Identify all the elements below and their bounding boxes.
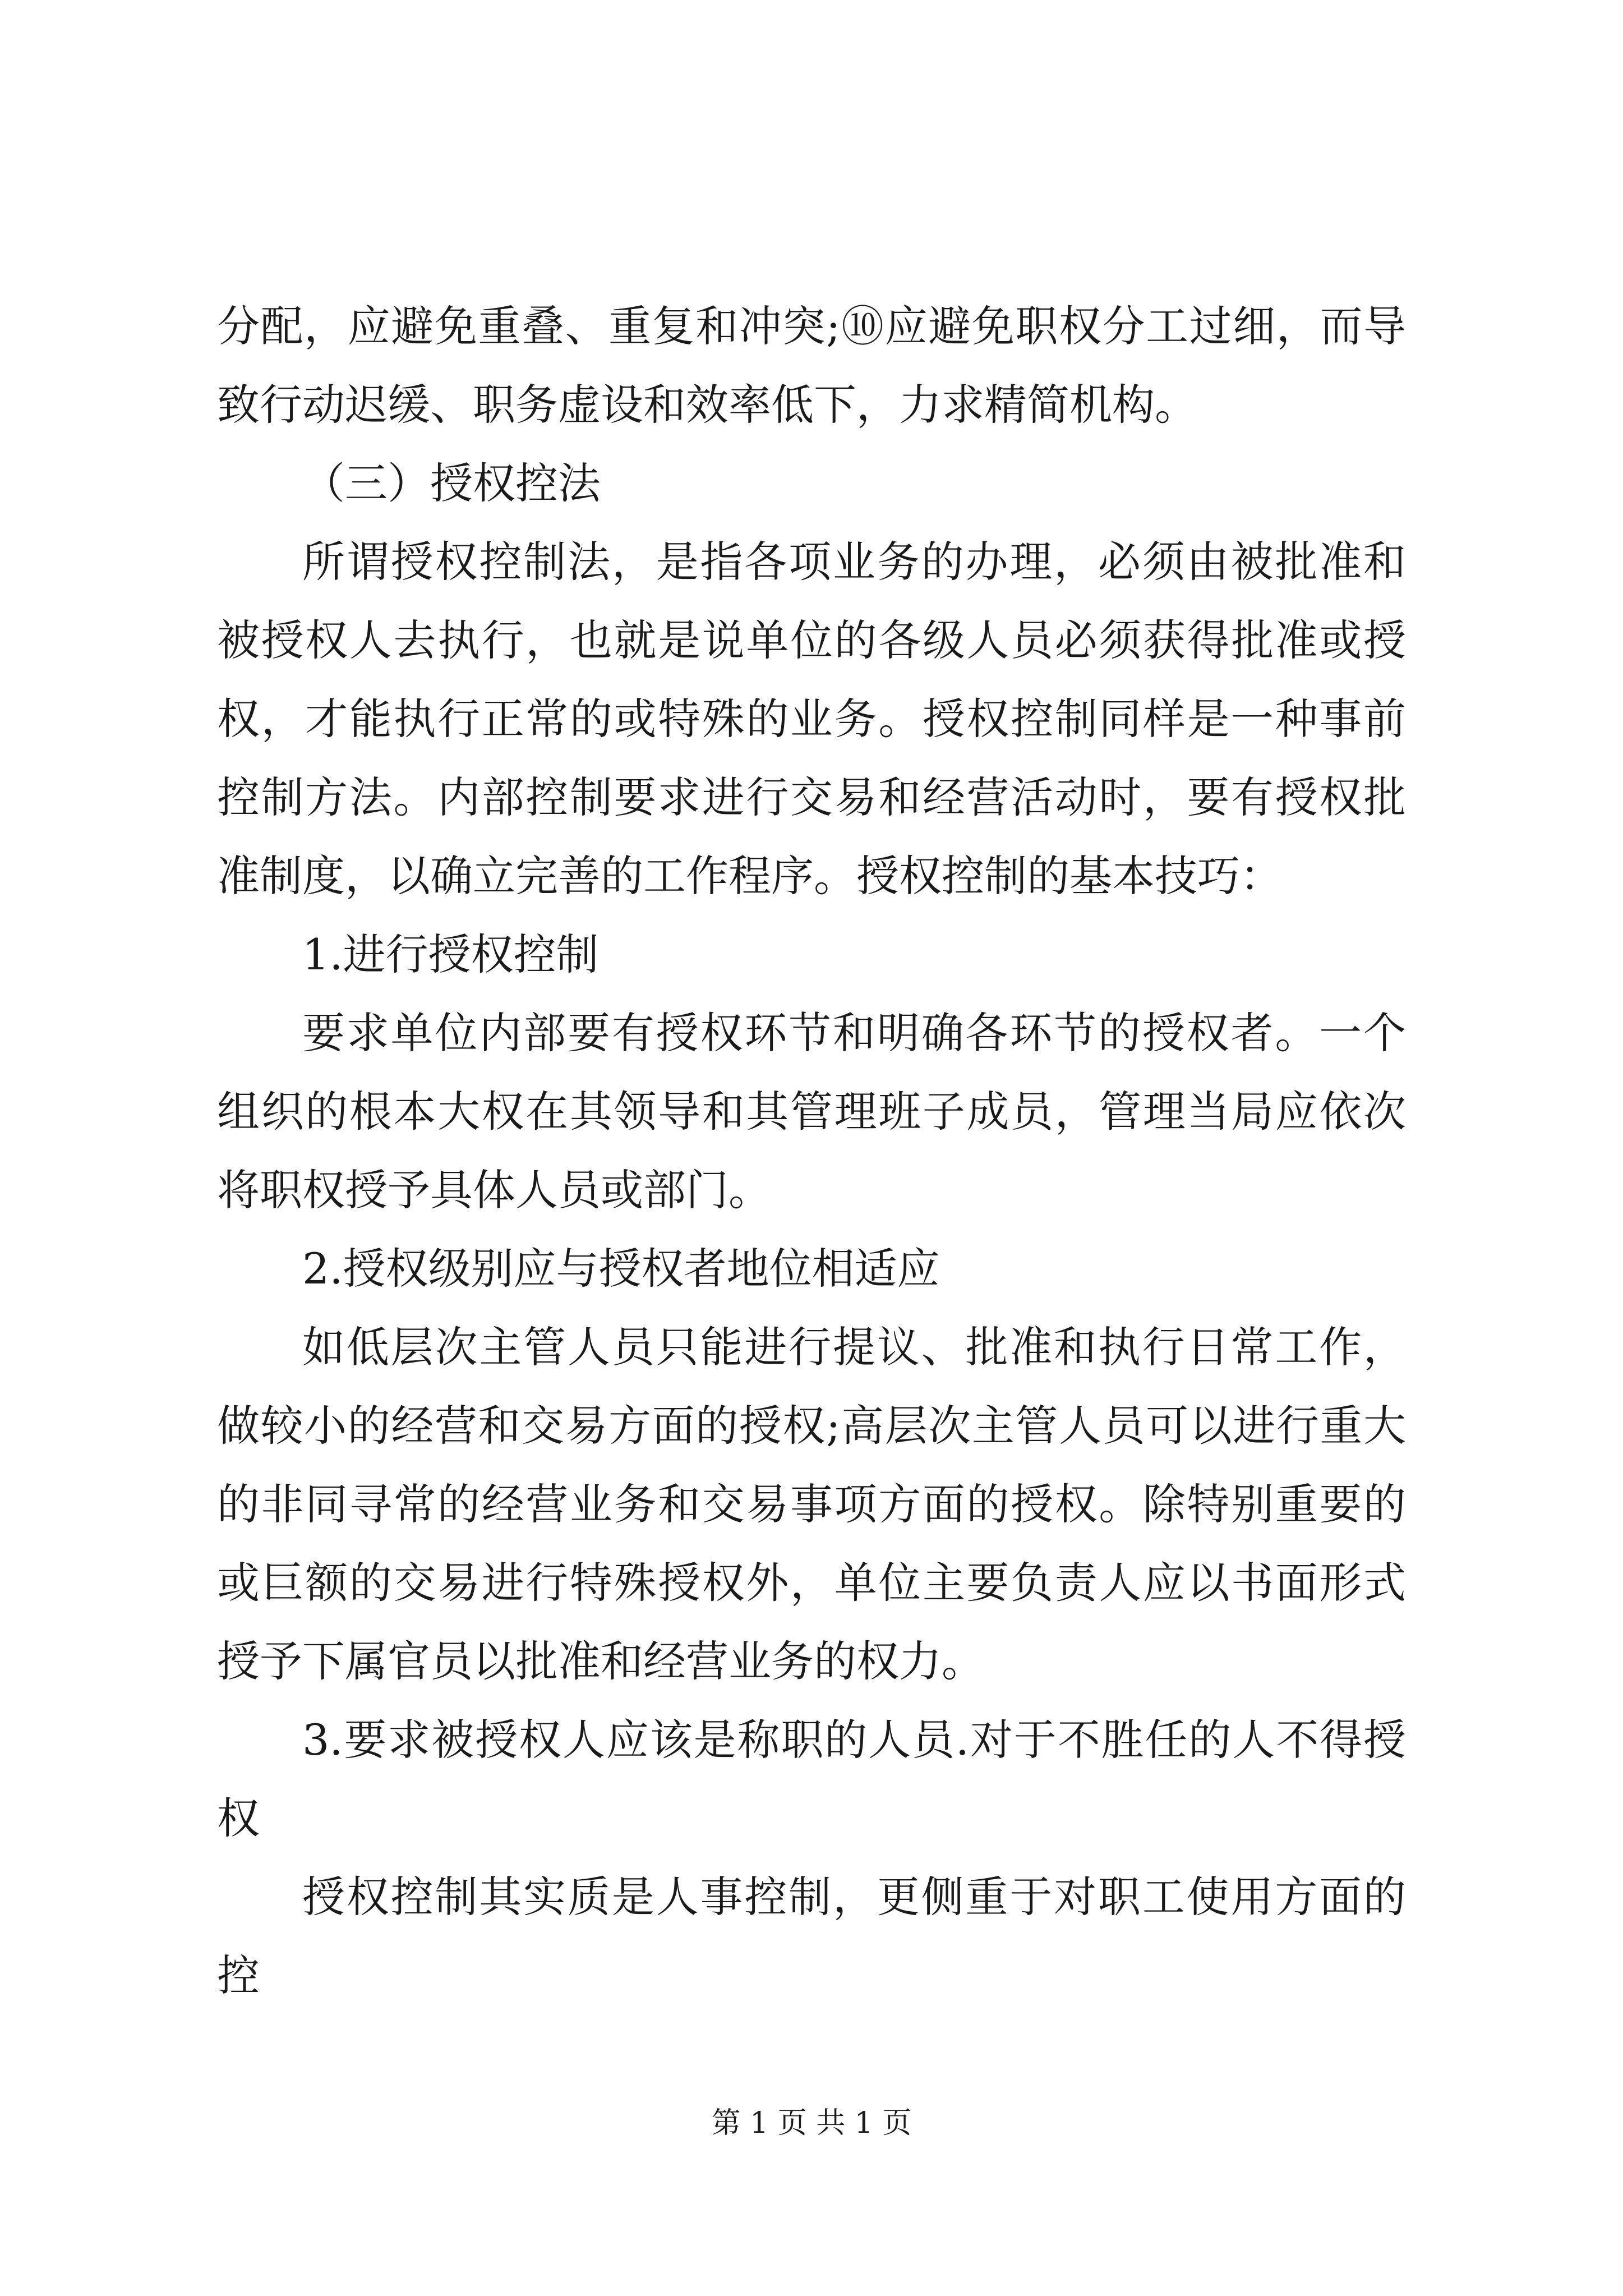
paragraph-4: 如低层次主管人员只能进行提议、批准和执行日常工作，做较小的经营和交易方面的授权;高层次主管人员可以进行重大的非同寻常的经营业务和交易事项方面的授权。除特别重要的或巨额的交易进行特殊授权外，单位主要负责人应以书面形式授予下属官员以批准和经营业务的权力。 — [217, 1322, 1406, 1686]
subheading-2: 2.授权级别应与授权者地位相适应 — [302, 1244, 940, 1294]
subheading-1: 1.进行授权控制 — [302, 930, 599, 979]
document-body — [217, 287, 1406, 2015]
paragraph-5: 授权控制其实质是人事控制，更侧重于对职工使用方面的控 — [217, 1872, 1406, 2000]
paragraph-1: 分配，应避免重叠、重复和冲突;⑩应避免职权分工过细，而导致行动迟缓、职务虚设和效率低下，力求精简机构。 — [217, 301, 1406, 430]
section-heading-3: （三）授权控法 — [302, 458, 601, 508]
paragraph-3: 要求单位内部要有授权环节和明确各环节的授权者。一个组织的根本大权在其领导和其管理班子成员，管理当局应依次将职权授予具体人员或部门。 — [217, 1008, 1406, 1215]
subheading-3: 3.要求被授权人应该是称职的人员.对于不胜任的人不得授权 — [217, 1715, 1406, 1843]
page-footer: 第 1 页 共 1 页 — [711, 2106, 912, 2140]
paragraph-2: 所谓授权控制法，是指各项业务的办理，必须由被批准和被授权人去执行，也就是说单位的各级人员必须获得批准或授权，才能执行正常的或特殊的业务。授权控制同样是一种事前控制方法。内部控制要求进行交易和经营活动时，要有授权批准制度，以确立完善的工作程序。授权控制的基本技巧： — [217, 537, 1406, 901]
